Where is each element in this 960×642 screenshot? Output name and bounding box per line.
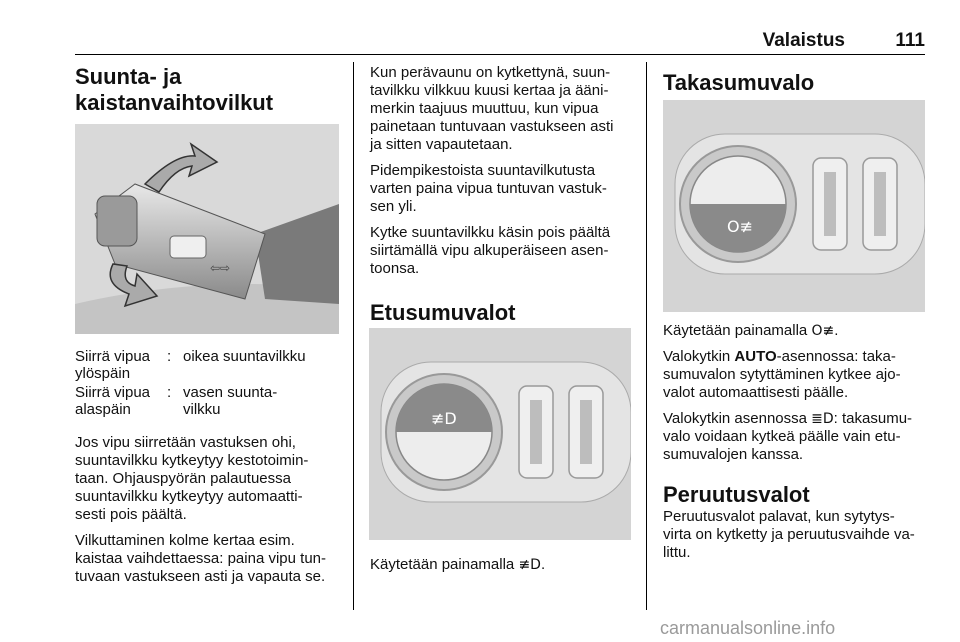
right-column: [663, 70, 925, 96]
text-line: valo voidaan kytkeä päälle vain etu-: [663, 428, 901, 445]
text-line: tavilkku vilkkuu kuusi kertaa ja ääni-: [370, 82, 609, 99]
paragraph: [370, 64, 638, 154]
section-heading: Takasumuvalo: [663, 70, 815, 95]
paragraph: [370, 162, 638, 216]
table-key: alaspäin: [75, 401, 131, 418]
table-separator: :: [167, 348, 172, 365]
column-divider: [353, 62, 354, 610]
left-column: [75, 64, 345, 116]
text-line: kaistaa vaihdettaessa: paina vipu tun-: [75, 550, 326, 567]
section-heading: [75, 64, 345, 116]
text-line: Valokytkin asennossa: [663, 410, 807, 427]
table-row: [75, 382, 337, 418]
watermark: carmanualsonline.info: [660, 618, 836, 638]
text-line: Valokytkin: [663, 348, 735, 365]
page-header: [75, 30, 925, 52]
paragraph: [663, 410, 925, 464]
text-line: virta on kytketty ja peruutusvaihde va-: [663, 526, 915, 543]
text-line: : takasumu-: [833, 410, 913, 427]
text-line: Kun perävaunu on kytkettynä, suun-: [370, 64, 611, 81]
text-line: siirtämällä vipu alkuperäiseen asen-: [370, 242, 609, 259]
text-line: suuntavilkku kytkeytyy kestotoimin-: [75, 452, 309, 469]
middle-caption: Käytetään painamalla ≢D.: [370, 556, 546, 573]
left-column-body: [75, 348, 345, 594]
text-line: Pidempikestoista suuntavilkutusta: [370, 162, 596, 179]
page-number: 111: [895, 30, 925, 51]
table-key: ylöspäin: [75, 365, 131, 382]
front-fog-icon: ≢D: [518, 557, 541, 573]
paragraph: [663, 508, 925, 562]
section-heading: Etusumuvalot: [370, 300, 516, 325]
text-line: littu.: [663, 544, 691, 561]
svg-text:O≢: O≢: [727, 217, 753, 236]
front-fog-switch-illustration: [369, 328, 631, 540]
right-column-body: [663, 322, 925, 570]
text-line: sen yli.: [370, 198, 417, 215]
section-heading: Peruutusvalot: [663, 482, 810, 507]
text-line: merkin taajuus muuttuu, kun vipua: [370, 100, 599, 117]
svg-text:⇦⇨: ⇦⇨: [210, 261, 231, 275]
paragraph: [75, 434, 345, 524]
table-key: Siirrä vipua: [75, 348, 151, 365]
paragraph: [663, 348, 925, 402]
paragraph: Käytetään painamalla O≢.: [663, 322, 839, 339]
table-separator: :: [167, 384, 172, 401]
table-value: vasen suunta-: [183, 384, 278, 401]
heading-line: kaistanvaihtovilkut: [75, 90, 274, 115]
text-line: Vilkuttaminen kolme kertaa esim.: [75, 532, 295, 549]
text-line: Peruutusvalot palavat, kun sytytys-: [663, 508, 895, 525]
text-line: tuvaan vastukseen asti ja vapauta se.: [75, 568, 326, 585]
table-row: [75, 348, 337, 382]
caption-text: Käytetään painamalla: [370, 556, 515, 573]
table-value: oikea suuntavilkku: [183, 348, 306, 365]
svg-text:≢D: ≢D: [431, 409, 457, 428]
text-line: valot automaattisesti päälle.: [663, 384, 849, 401]
auto-label: AUTO: [734, 348, 777, 365]
text-line: Käytetään painamalla: [663, 322, 808, 339]
text-line: varten paina vipua tuntuvan vastuk-: [370, 180, 607, 197]
text-line: toonsa.: [370, 260, 420, 277]
text-line: sumuvalon sytyttäminen kytkee ajo-: [663, 366, 901, 383]
paragraph: [370, 224, 638, 278]
column-divider: [646, 62, 647, 610]
table-value: vilkku: [183, 401, 221, 418]
text-line: painetaan tuntuvaan vastukseen asti: [370, 118, 614, 135]
header-rule: [75, 54, 925, 55]
text-line: Kytke suuntavilkku käsin pois päältä: [370, 224, 611, 241]
text-line: ja sitten vapautetaan.: [370, 136, 513, 153]
heading-line: Suunta- ja: [75, 64, 182, 89]
text-line: suuntavilkku kytkeytyy automaatti-: [75, 488, 303, 505]
text-line: -asennossa: taka-: [776, 348, 896, 365]
text-line: Jos vipu siirretään vastuksen ohi,: [75, 434, 296, 451]
turn-signal-lever-illustration: [75, 124, 339, 334]
low-beam-icon: ≣D: [811, 411, 834, 427]
text-line: sesti pois päältä.: [75, 506, 187, 523]
rear-fog-switch-illustration: [663, 100, 925, 312]
paragraph: [75, 532, 345, 586]
rear-fog-icon: O≢: [811, 323, 835, 339]
section-title: Valaistus: [762, 30, 845, 51]
middle-column: [370, 64, 638, 326]
text-line: taan. Ohjauspyörän palautuessa: [75, 470, 291, 487]
text-line: sumuvalojen kanssa.: [663, 446, 804, 463]
lever-action-table: [75, 348, 337, 418]
table-key: Siirrä vipua: [75, 384, 151, 401]
